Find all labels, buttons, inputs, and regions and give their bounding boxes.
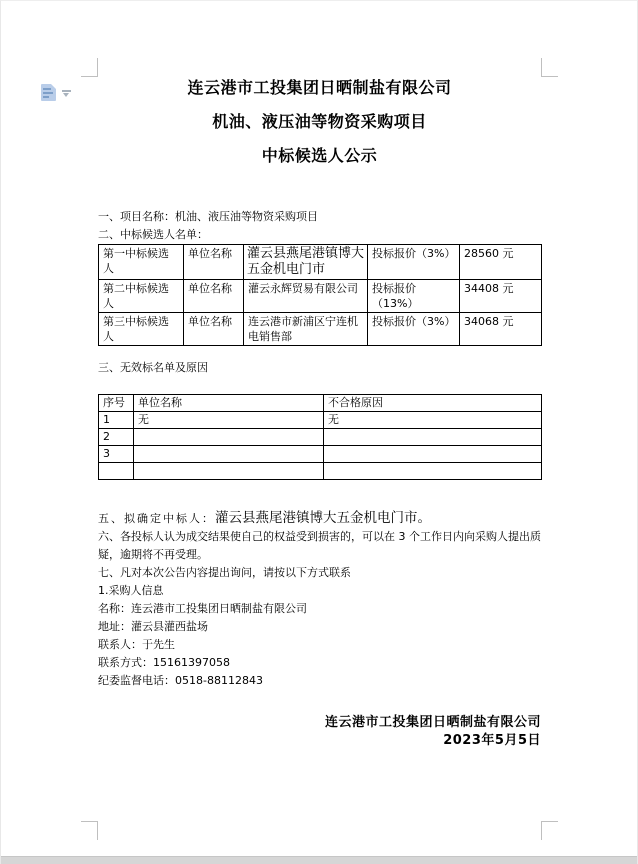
- chevron-down-icon[interactable]: [62, 90, 71, 98]
- price-value: 28560 元: [460, 245, 542, 280]
- paragraph-objection-period: 六、各投标人认为成交结果使自己的权益受到损害的，可以在 3 个工作日内向采购人提出质疑，逾期将不再受理。: [98, 530, 541, 561]
- unit-label: 单位名称: [184, 313, 244, 346]
- intro-paragraphs: [98, 208, 541, 244]
- purchaser-info-heading: 1.采购人信息: [98, 584, 164, 597]
- cell-reason: [324, 429, 542, 446]
- cell-reason: 无: [324, 412, 542, 429]
- doc-title-project: 机油、液压油等物资采购项目: [212, 112, 427, 131]
- table-row: [99, 280, 542, 313]
- paragraph-project-name: 一、项目名称：机油、液压油等物资采购项目: [98, 210, 318, 223]
- header-no: 序号: [99, 395, 134, 412]
- table-header-row: [99, 395, 542, 412]
- table-row: [99, 412, 542, 429]
- candidate-rank: 第三中标候选人: [99, 313, 184, 346]
- candidate-rank: 第二中标候选人: [99, 280, 184, 313]
- table-row: [99, 463, 542, 480]
- text-boundary-mark-bottom-left: [81, 821, 98, 840]
- signature-company: 连云港市工投集团日晒制盐有限公司: [324, 715, 541, 730]
- unit-name: 灌云永辉贸易有限公司: [244, 280, 368, 313]
- unit-name: 灌云县燕尾港镇博大五金机电门市: [244, 245, 368, 280]
- cell-unit: [134, 446, 324, 463]
- paste-options-icon: [41, 84, 56, 101]
- price-value: 34068 元: [460, 313, 542, 346]
- contact-person: 联系人：于先生: [98, 638, 175, 651]
- paragraph-candidate-list-label: 二、中标候选人名单：: [98, 228, 208, 241]
- doc-title-company: 连云港市工投集团日晒制盐有限公司: [187, 78, 452, 97]
- text-boundary-mark-top-right: [541, 58, 558, 77]
- table-row: [99, 429, 542, 446]
- section-invalid-bids-heading: 三、无效标名单及原因: [98, 361, 208, 374]
- paragraph-inquiry-contact: 七、凡对本次公告内容提出询问，请按以下方式联系: [98, 566, 351, 579]
- text-boundary-mark-bottom-right: [541, 821, 558, 840]
- body-paragraphs: [98, 509, 541, 690]
- document-content: [98, 1, 541, 750]
- price-label: 投标报价（3%）: [368, 313, 460, 346]
- price-label: 投标报价（13%）: [368, 280, 460, 313]
- header-unit: 单位名称: [134, 395, 324, 412]
- discipline-supervision-phone: 纪委监督电话：0518-88112843: [98, 674, 263, 687]
- purchaser-name: 名称：连云港市工投集团日晒制盐有限公司: [98, 602, 307, 615]
- doc-title-notice: 中标候选人公示: [261, 146, 378, 165]
- unit-name: 连云港市新浦区宁连机电销售部: [244, 313, 368, 346]
- cell-reason: [324, 446, 542, 463]
- signature-date: 2023年5月5日: [443, 733, 541, 748]
- cell-reason: [324, 463, 542, 480]
- table-row: [99, 313, 542, 346]
- purchaser-address: 地址：灌云县灌西盐场: [98, 620, 208, 633]
- paste-options-button[interactable]: [40, 84, 72, 104]
- table-row: [99, 446, 542, 463]
- price-label: 投标报价（3%）: [368, 245, 460, 280]
- candidate-rank: 第一中标候选人: [99, 245, 184, 280]
- unit-label: 单位名称: [184, 280, 244, 313]
- cell-no: 3: [99, 446, 134, 463]
- table-row: [99, 245, 542, 280]
- header-reason: 不合格原因: [324, 395, 542, 412]
- unit-label: 单位名称: [184, 245, 244, 280]
- contact-phone: 联系方式：15161397058: [98, 656, 230, 669]
- cell-unit: 无: [134, 412, 324, 429]
- cell-no: [99, 463, 134, 480]
- cell-unit: [134, 463, 324, 480]
- confirmed-winner-label: 五、拟确定中标人：: [98, 512, 215, 525]
- page-bottom-edge: [1, 856, 637, 864]
- confirmed-winner-name: 灌云县燕尾港镇博大五金机电门市。: [215, 510, 431, 526]
- candidates-table: [98, 244, 542, 346]
- cell-no: 2: [99, 429, 134, 446]
- paragraph-confirmed-winner: [98, 509, 541, 528]
- cell-no: 1: [99, 412, 134, 429]
- cell-unit: [134, 429, 324, 446]
- signature-block: [98, 714, 541, 750]
- price-value: 34408 元: [460, 280, 542, 313]
- text-boundary-mark-top-left: [81, 58, 98, 77]
- invalid-bids-table: [98, 394, 542, 480]
